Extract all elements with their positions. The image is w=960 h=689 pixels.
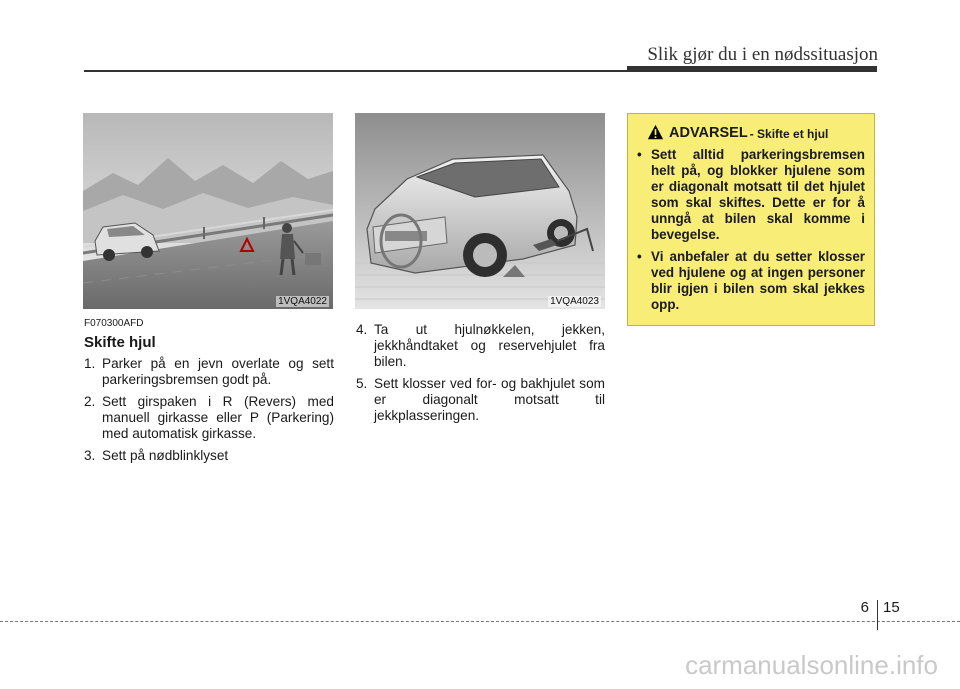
warning-icon: [647, 124, 664, 141]
step-number: 5.: [356, 376, 368, 391]
step-number: 3.: [84, 448, 96, 463]
section-title: Skifte hjul: [84, 334, 156, 351]
image-code: 1VQA4022: [278, 296, 327, 307]
list-item: [637, 147, 865, 243]
section-code: F070300AFD: [84, 318, 144, 329]
step-text: Sett girspaken i R (Revers) med manuell girkasse eller P (Parkering) med automatisk girkasse.: [102, 394, 334, 441]
footer-rule: [0, 621, 960, 622]
warning-title: ADVARSEL: [669, 125, 748, 141]
footer-divider: [877, 600, 878, 630]
warning-subtitle: - Skifte et hjul: [749, 127, 829, 141]
image-code: 1VQA4023: [550, 296, 599, 307]
watermark: carmanualsonline.info: [685, 650, 938, 680]
instructions-column-1: [84, 316, 334, 470]
step-text: Parker på en jevn overlate og sett parkeringsbremsen godt på.: [102, 356, 334, 387]
header-title: Slik gjør du i en nødssituasjon: [647, 44, 878, 65]
warning-box: [627, 113, 875, 326]
list-item: [356, 376, 605, 424]
list-item: [637, 249, 865, 313]
chapter-number: 6: [860, 599, 869, 616]
warning-text: Sett alltid parkeringsbremsen helt på, og blokker hjulene som er diagonalt motsatt til det hjulet som skal skiftes. Dette er for å unngå at bilen skal komme i bevegelse.: [651, 147, 865, 242]
step-number: 2.: [84, 394, 96, 409]
list-item: [84, 356, 334, 388]
roadside-illustration: [83, 113, 333, 309]
car-jack-illustration: [355, 113, 605, 309]
step-number: 1.: [84, 356, 96, 371]
step-number: 4.: [356, 322, 368, 337]
list-item: [84, 394, 334, 442]
warning-text: Vi anbefaler at du setter klosser ved hjulene og at ingen personer blir igjen i bilen som skal jekkes opp.: [651, 249, 865, 312]
bullet: •: [637, 249, 642, 264]
instructions-column-2: [356, 322, 605, 430]
step-text: Ta ut hjulnøkkelen, jekken, jekkhåndtaket og reservehjulet fra bilen.: [374, 322, 605, 369]
list-item: [84, 448, 334, 464]
step-text: Sett klosser ved for- og bakhjulet som er diagonalt motsatt til jekkplasseringen.: [374, 376, 605, 423]
page-number: 15: [883, 599, 900, 616]
car-jack-svg: [355, 113, 605, 309]
list-item: [356, 322, 605, 370]
warning-header: [647, 124, 865, 141]
step-text: Sett på nødblinklyset: [102, 448, 229, 463]
roadside-scene-svg: [83, 113, 333, 309]
header-rule-accent: [627, 66, 877, 72]
bullet: •: [637, 147, 642, 162]
